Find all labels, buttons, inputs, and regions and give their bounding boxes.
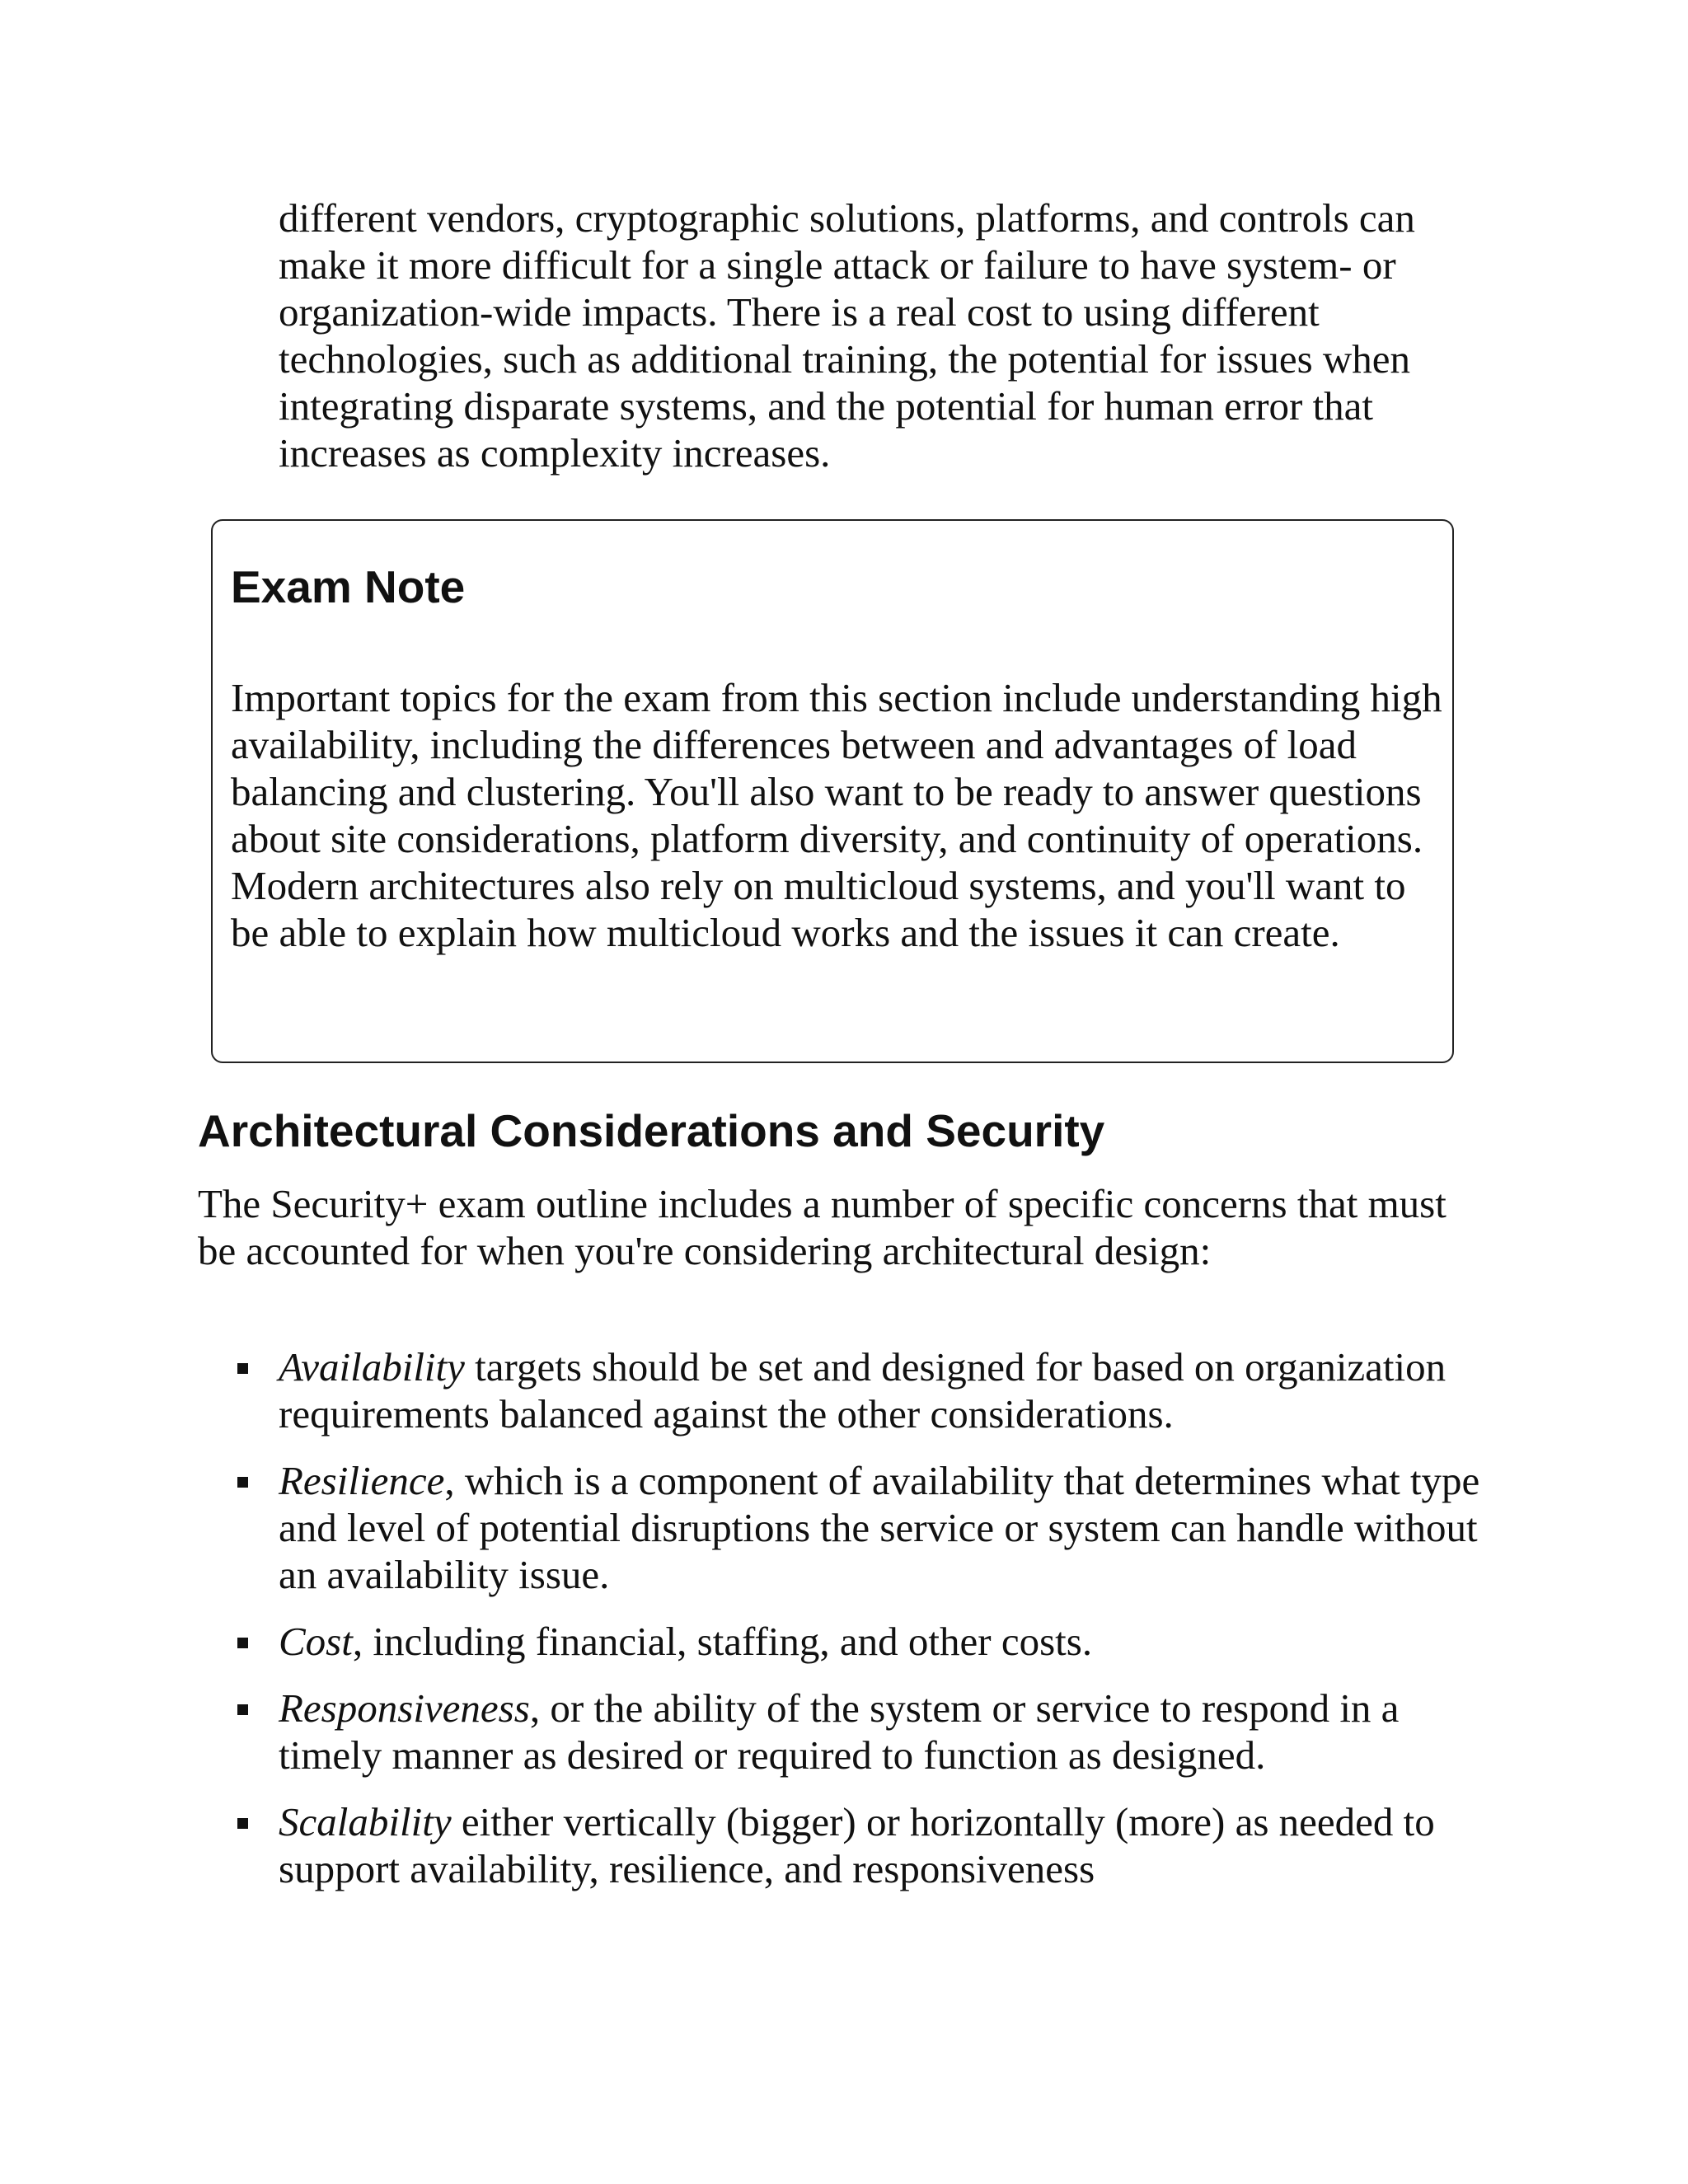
bullet-text: , including financial, staffing, and other costs. xyxy=(352,1619,1093,1664)
bullet-square-icon xyxy=(237,1818,248,1829)
bullet-square-icon xyxy=(237,1477,248,1488)
list-item-resilience xyxy=(198,1457,1484,1598)
term-cost: Cost xyxy=(279,1619,353,1664)
term-scalability: Scalability xyxy=(279,1799,452,1844)
exam-note-title: Exam Note xyxy=(231,561,466,612)
term-responsiveness: Responsiveness xyxy=(279,1685,530,1731)
list-item-responsiveness xyxy=(198,1685,1484,1779)
section-intro: The Security+ exam outline includes a number of specific concerns that must be accounted for when you're considering architectural design: xyxy=(198,1181,1447,1273)
considerations-list xyxy=(198,1343,1484,1912)
exam-note-body: Important topics for the exam from this section include understanding high availability, including the differences between and advantages of load balancing and clustering. You'll also want to be ready to answer questions about site considerations, platform diversity, and continuity of operations. Modern architectures also rely on multicloud systems, and you'll want to be able to explain how multicloud works and the issues it can create. xyxy=(231,675,1442,955)
list-item-cost xyxy=(198,1618,1484,1665)
bullet-text: either vertically (bigger) or horizontally (more) as needed to support availability, resilience, and responsiveness xyxy=(279,1799,1435,1891)
term-availability: Availability xyxy=(279,1344,465,1390)
list-item-scalability xyxy=(198,1798,1484,1892)
intro-paragraph: different vendors, cryptographic solutions, platforms, and controls can make it more difficult for a single attack or failure to have system- or organization-wide impacts. There is a real cost to using different technologies, such as additional training, the potential for issues when integrating disparate systems, and the potential for human error that increases as complexity increases. xyxy=(279,195,1415,476)
bullet-text: , which is a component of availability that determines what type and level of potential disruptions the service or system can handle without an availability issue. xyxy=(279,1458,1480,1597)
bullet-square-icon xyxy=(237,1704,248,1715)
bullet-square-icon xyxy=(237,1638,248,1648)
term-resilience: Resilience xyxy=(279,1458,445,1503)
exam-note-box xyxy=(211,519,1454,1063)
bullet-square-icon xyxy=(237,1363,248,1374)
list-item-availability xyxy=(198,1343,1484,1437)
section-heading: Architectural Considerations and Security xyxy=(198,1105,1105,1156)
bullet-text: targets should be set and designed for based on organization requirements balanced against the other considerations. xyxy=(279,1344,1447,1436)
bullet-text: , or the ability of the system or service to respond in a timely manner as desired or required to function as designed. xyxy=(279,1685,1400,1778)
